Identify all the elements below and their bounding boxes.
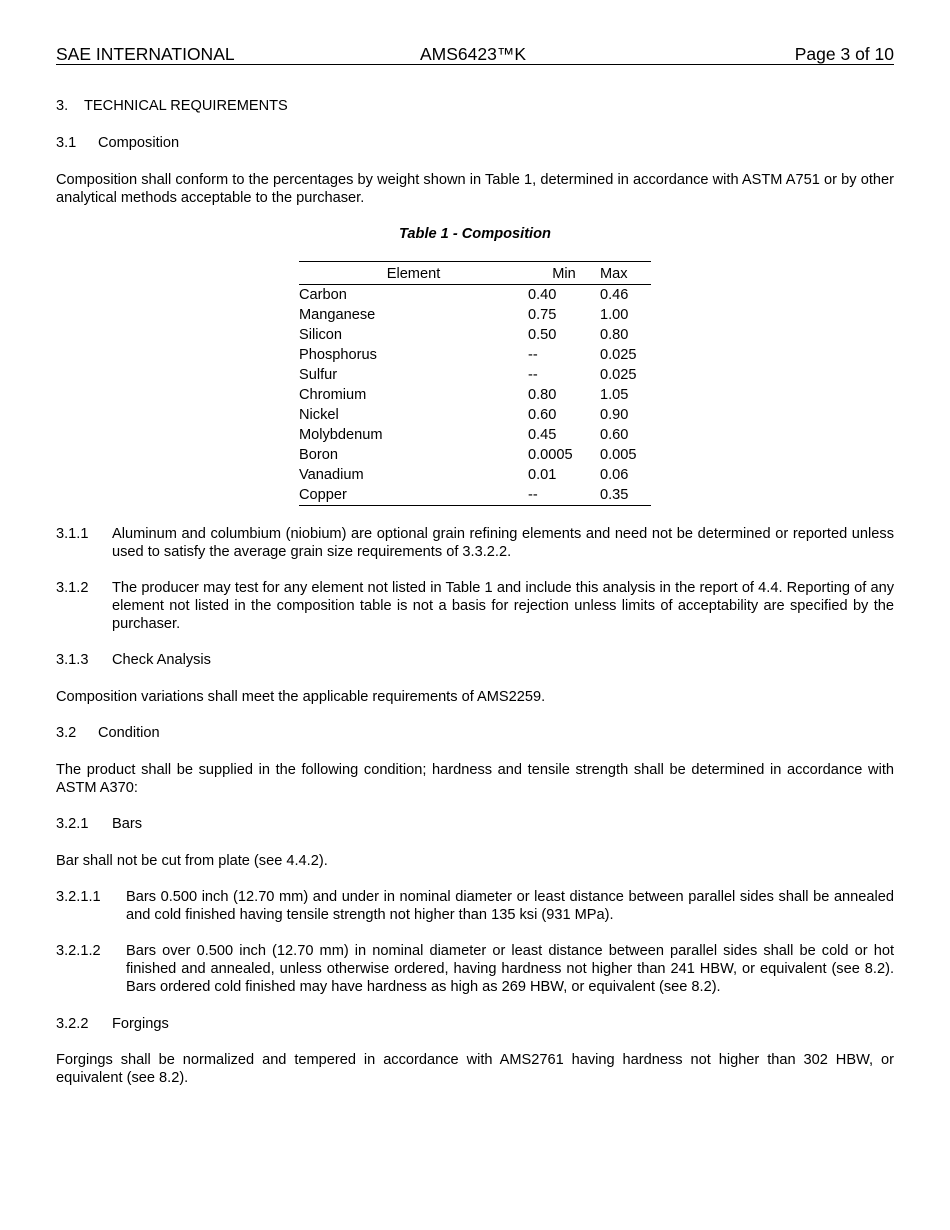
table-row: Nickel 0.60 0.90 — [299, 407, 629, 423]
table-row: Boron 0.0005 0.005 — [299, 447, 637, 463]
condition-paragraph: The product shall be supplied in the following condition; hardness and tensile strength shall be determined in accordance with ASTM A370: — [56, 762, 894, 796]
table-row: Chromium 0.80 1.05 — [299, 387, 629, 403]
table-caption: Table 1 - Composition — [399, 226, 551, 242]
clause-3-1-1: 3.1.1 Aluminum and columbium (niobium) are optional grain refining elements and need not be determined or reported unless used to satisfy the average grain size requirements of 3.3.2.2. — [56, 526, 894, 560]
table-row: Silicon 0.50 0.80 — [299, 327, 629, 343]
clause-3-2-1-heading: 3.2.1 Bars — [56, 816, 143, 832]
check-analysis-paragraph: Composition variations shall meet the applicable requirements of AMS2259. — [56, 689, 546, 705]
table-row: Manganese 0.75 1.00 — [299, 307, 629, 323]
document-number: AMS6423™K — [420, 44, 527, 64]
table-row: Sulfur -- 0.025 — [299, 367, 637, 383]
composition-table — [299, 261, 651, 506]
table-row: Copper -- 0.35 — [299, 485, 651, 506]
clause-3-1-2: 3.1.2 The producer may test for any element not listed in Table 1 and include this analysis in the report of 4.4. Reporting of any element not listed in the composition table is not a basis for rejection unless limits of acceptability are specified by the purchaser. — [56, 580, 894, 632]
forgings-paragraph: Forgings shall be normalized and tempered in accordance with AMS2761 having hardness not higher than 302 HBW, or equivalent (see 8.2). — [56, 1052, 894, 1086]
table-row: Molybdenum 0.45 0.60 — [299, 427, 629, 443]
composition-paragraph: Composition shall conform to the percentages by weight shown in Table 1, determined in accordance with ASTM A751 or by other analytical methods acceptable to the purchaser. — [56, 172, 894, 206]
bars-paragraph: Bar shall not be cut from plate (see 4.4.2). — [56, 853, 328, 869]
page-header — [56, 44, 894, 65]
clause-3-2-1-2: 3.2.1.2 Bars over 0.500 inch (12.70 mm) in nominal diameter or least distance between parallel sides shall be cold or hot finished and annealed, unless otherwise ordered, having hardness not higher than 241 HBW, or equivalent (see 8.2). Bars ordered cold finished may have hardness as high as 269 HBW, or equivalent (see 8.2). — [56, 943, 894, 995]
table-row: Phosphorus -- 0.025 — [299, 347, 637, 363]
page-number: Page 3 of 10 — [794, 44, 894, 64]
clause-3-2-2-heading: 3.2.2 Forgings — [56, 1016, 169, 1032]
clause-3-2-1-1: 3.2.1.1 Bars 0.500 inch (12.70 mm) and under in nominal diameter or least distance between parallel sides shall be annealed and cold finished having tensile strength not higher than 135 ksi (931 MPa). — [56, 889, 894, 923]
column-header-element: Element — [299, 262, 528, 285]
table-row: Carbon 0.40 0.46 — [299, 287, 629, 303]
clause-3-1-3-heading: 3.1.3 Check Analysis — [56, 652, 211, 668]
publisher-name: SAE INTERNATIONAL — [56, 44, 235, 64]
column-header-min: Min — [528, 262, 600, 285]
column-header-max: Max — [600, 262, 651, 285]
table-header-row — [299, 262, 651, 285]
table-row: Vanadium 0.01 0.06 — [299, 467, 629, 483]
